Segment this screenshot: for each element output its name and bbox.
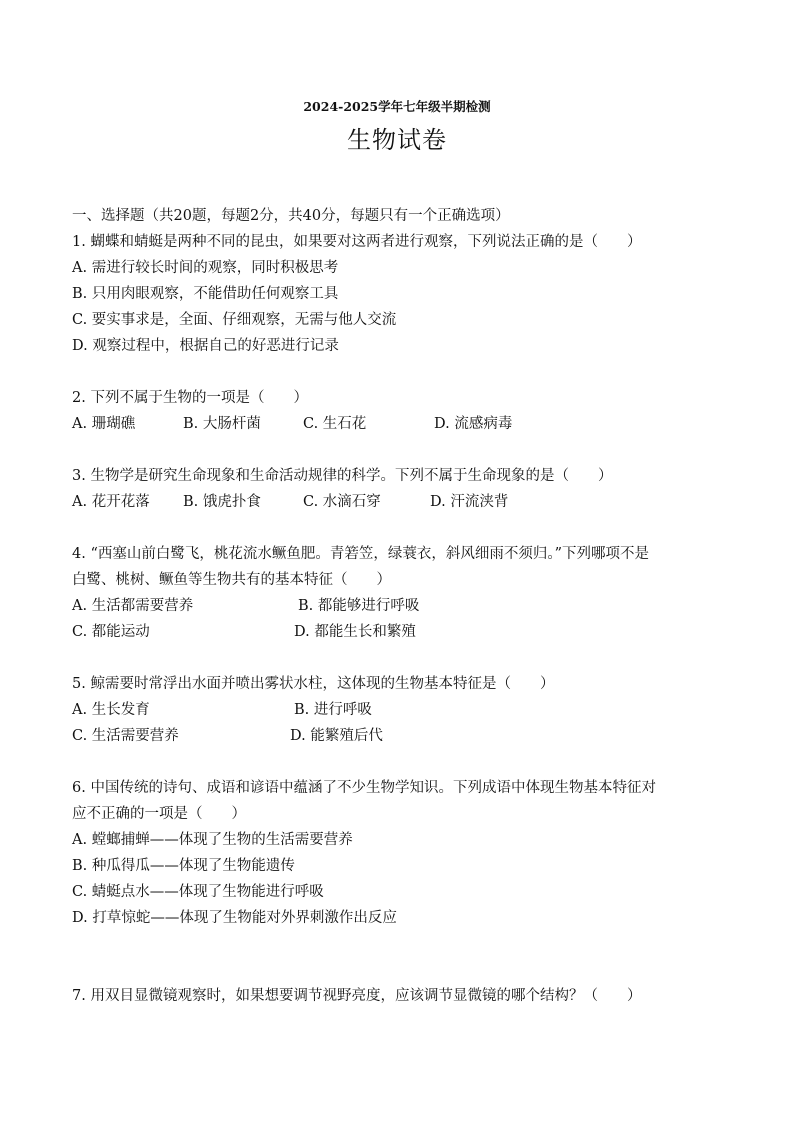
- question-stem: 5. 鲸需要时常浮出水面并喷出雾状水柱，这体现的生物基本特征是（ ）: [72, 676, 555, 692]
- option-b: B. 饿虎扑食: [183, 494, 261, 510]
- option-a: A. 需进行较长时间的观察，同时积极思考: [72, 260, 339, 276]
- question-2: [72, 385, 732, 437]
- option-d: D. 流感病毒: [434, 416, 513, 432]
- options-row: [72, 697, 732, 723]
- option-a: A. 花开花落: [72, 494, 150, 510]
- option-a: A. 珊瑚礁: [72, 416, 136, 432]
- question-7: [72, 983, 732, 1009]
- option-d: D. 汗流浃背: [430, 494, 509, 510]
- option-d: D. 打草惊蛇——体现了生物能对外界刺激作出反应: [72, 910, 397, 926]
- option-d: D. 能繁殖后代: [290, 728, 383, 744]
- option-c: C. 蜻蜓点水——体现了生物能进行呼吸: [72, 884, 324, 900]
- option-b: B. 进行呼吸: [294, 702, 372, 718]
- question-stem: 6. 中国传统的诗句、成语和谚语中蕴涵了不少生物学知识。下列成语中体现生物基本特征对: [72, 780, 656, 796]
- options-row: [72, 593, 732, 619]
- question-stem: 2. 下列不属于生物的一项是（ ）: [72, 390, 308, 406]
- question-stem-cont: 白鹭、桃树、鳜鱼等生物共有的基本特征（ ）: [72, 572, 391, 588]
- option-c: C. 生石花: [303, 416, 367, 432]
- exam-title: 生物试卷: [347, 126, 447, 154]
- exam-content: [72, 203, 732, 1009]
- option-c: C. 生活需要营养: [72, 728, 179, 744]
- options-row: [72, 723, 732, 749]
- question-stem: 1. 蝴蝶和蜻蜓是两种不同的昆虫，如果要对这两者进行观察，下列说法正确的是（ ）: [72, 234, 642, 250]
- options-row: [72, 411, 732, 437]
- option-c: C. 要实事求是，全面、仔细观察，无需与他人交流: [72, 312, 397, 328]
- option-c: C. 都能运动: [72, 624, 150, 640]
- option-a: A. 螳螂捕蝉——体现了生物的生活需要营养: [72, 832, 353, 848]
- option-d: D. 观察过程中，根据自己的好恶进行记录: [72, 338, 339, 354]
- question-6: [72, 775, 732, 931]
- exam-subtitle: 2024-2025学年七年级半期检测: [303, 99, 491, 114]
- option-c: C. 水滴石穿: [303, 494, 381, 510]
- question-stem: 4. “西塞山前白鹭飞，桃花流水鳜鱼肥。青箬笠，绿蓑衣，斜风细雨不须归。”下列哪项不是: [72, 546, 650, 562]
- options-row: [72, 489, 732, 515]
- question-stem-cont: 应不正确的一项是（ ）: [72, 806, 246, 822]
- option-d: D. 都能生长和繁殖: [294, 624, 416, 640]
- option-a: A. 生长发育: [72, 702, 150, 718]
- section-heading: 一、选择题（共20题，每题2分，共40分，每题只有一个正确选项）: [72, 208, 510, 224]
- option-a: A. 生活都需要营养: [72, 598, 194, 614]
- question-1: [72, 229, 732, 359]
- question-3: [72, 463, 732, 515]
- question-stem: 3. 生物学是研究生命现象和生命活动规律的科学。下列不属于生命现象的是（ ）: [72, 468, 613, 484]
- options-row: [72, 619, 732, 645]
- option-b: B. 只用肉眼观察，不能借助任何观察工具: [72, 286, 339, 302]
- question-5: [72, 671, 732, 749]
- option-b: B. 种瓜得瓜——体现了生物能遗传: [72, 858, 295, 874]
- option-b: B. 大肠杆菌: [183, 416, 261, 432]
- question-stem: 7. 用双目显微镜观察时，如果想要调节视野亮度，应该调节显微镜的哪个结构？（ ）: [72, 988, 642, 1004]
- option-b: B. 都能够进行呼吸: [298, 598, 420, 614]
- question-4: [72, 541, 732, 645]
